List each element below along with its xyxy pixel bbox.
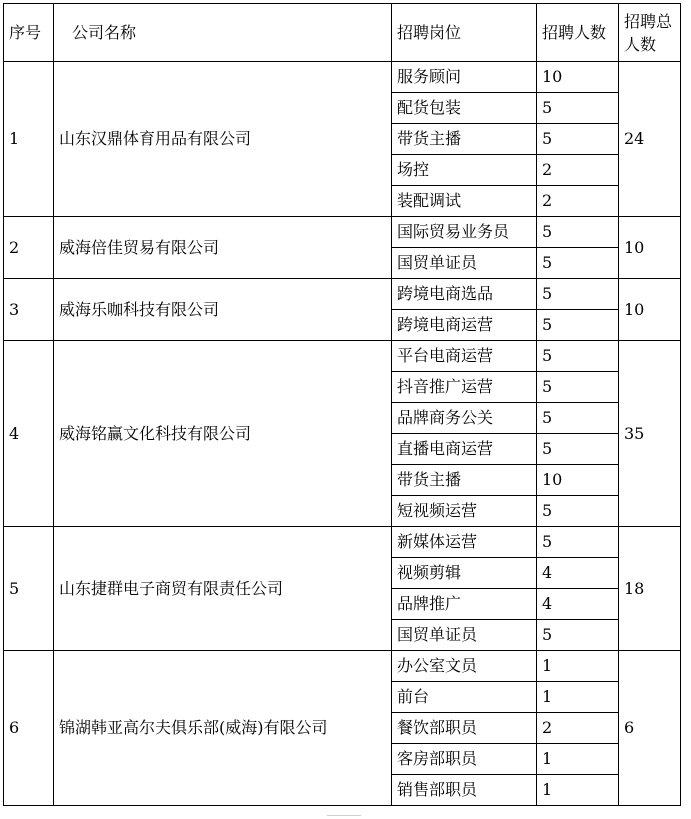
- position-count-cell: 2: [537, 186, 619, 217]
- table-header: [4, 4, 681, 62]
- position-count-cell: 5: [537, 217, 619, 248]
- company-index-cell: 3: [4, 279, 54, 341]
- table-row: [4, 341, 681, 372]
- position-count-cell: 5: [537, 279, 619, 310]
- position-title-cell: 品牌商务公关: [392, 403, 537, 434]
- position-count-cell: 2: [537, 155, 619, 186]
- position-title-cell: 短视频运营: [392, 496, 537, 527]
- position-count-cell: 5: [537, 496, 619, 527]
- position-title-cell: 国贸单证员: [392, 620, 537, 651]
- position-count-cell: 5: [537, 310, 619, 341]
- position-title-cell: 带货主播: [392, 124, 537, 155]
- header-index: 序号: [4, 4, 54, 62]
- position-title-cell: 销售部职员: [392, 775, 537, 806]
- company-name-cell: 山东汉鼎体育用品有限公司: [54, 62, 392, 217]
- position-count-cell: 4: [537, 558, 619, 589]
- position-title-cell: 办公室文员: [392, 651, 537, 682]
- position-count-cell: 5: [537, 620, 619, 651]
- position-count-cell: 5: [537, 372, 619, 403]
- position-title-cell: 品牌推广: [392, 589, 537, 620]
- company-total-cell: 35: [619, 341, 681, 527]
- table-row: [4, 279, 681, 310]
- position-title-cell: 跨境电商选品: [392, 279, 537, 310]
- table-body: [4, 62, 681, 806]
- company-total-cell: 18: [619, 527, 681, 651]
- position-count-cell: 5: [537, 124, 619, 155]
- position-title-cell: 装配调试: [392, 186, 537, 217]
- company-name-cell: 锦湖韩亚高尔夫俱乐部(威海)有限公司: [54, 651, 392, 806]
- position-count-cell: 1: [537, 775, 619, 806]
- position-count-cell: 4: [537, 589, 619, 620]
- header-total: 招聘总人数: [619, 4, 681, 62]
- company-name-cell: 威海倍佳贸易有限公司: [54, 217, 392, 279]
- position-count-cell: 5: [537, 248, 619, 279]
- table-row: [4, 651, 681, 682]
- position-title-cell: 国贸单证员: [392, 248, 537, 279]
- company-index-cell: 4: [4, 341, 54, 527]
- position-count-cell: 5: [537, 93, 619, 124]
- company-total-cell: 10: [619, 279, 681, 341]
- position-count-cell: 5: [537, 527, 619, 558]
- header-count: 招聘人数: [537, 4, 619, 62]
- position-title-cell: 平台电商运营: [392, 341, 537, 372]
- position-count-cell: 5: [537, 341, 619, 372]
- company-total-cell: 6: [619, 651, 681, 806]
- position-title-cell: 新媒体运营: [392, 527, 537, 558]
- position-title-cell: 场控: [392, 155, 537, 186]
- header-row: [4, 4, 681, 62]
- company-name-cell: 威海乐咖科技有限公司: [54, 279, 392, 341]
- company-total-cell: 10: [619, 217, 681, 279]
- position-title-cell: 国际贸易业务员: [392, 217, 537, 248]
- company-total-cell: 24: [619, 62, 681, 217]
- position-title-cell: 客房部职员: [392, 744, 537, 775]
- company-index-cell: 5: [4, 527, 54, 651]
- position-title-cell: 跨境电商运营: [392, 310, 537, 341]
- position-count-cell: 1: [537, 682, 619, 713]
- position-count-cell: 10: [537, 62, 619, 93]
- position-count-cell: 2: [537, 713, 619, 744]
- position-count-cell: 5: [537, 434, 619, 465]
- position-count-cell: 5: [537, 403, 619, 434]
- scroll-indicator: [327, 815, 361, 818]
- company-index-cell: 6: [4, 651, 54, 806]
- position-count-cell: 1: [537, 651, 619, 682]
- position-title-cell: 直播电商运营: [392, 434, 537, 465]
- company-index-cell: 2: [4, 217, 54, 279]
- recruitment-table: [3, 3, 681, 806]
- position-title-cell: 配货包装: [392, 93, 537, 124]
- company-name-cell: 威海铭赢文化科技有限公司: [54, 341, 392, 527]
- table-row: [4, 217, 681, 248]
- header-company: 公司名称: [54, 4, 392, 62]
- table-row: [4, 62, 681, 93]
- position-title-cell: 带货主播: [392, 465, 537, 496]
- position-title-cell: 前台: [392, 682, 537, 713]
- position-title-cell: 抖音推广运营: [392, 372, 537, 403]
- position-count-cell: 10: [537, 465, 619, 496]
- company-index-cell: 1: [4, 62, 54, 217]
- header-position: 招聘岗位: [392, 4, 537, 62]
- position-title-cell: 餐饮部职员: [392, 713, 537, 744]
- company-name-cell: 山东捷群电子商贸有限责任公司: [54, 527, 392, 651]
- position-count-cell: 1: [537, 744, 619, 775]
- position-title-cell: 视频剪辑: [392, 558, 537, 589]
- table-row: [4, 527, 681, 558]
- position-title-cell: 服务顾问: [392, 62, 537, 93]
